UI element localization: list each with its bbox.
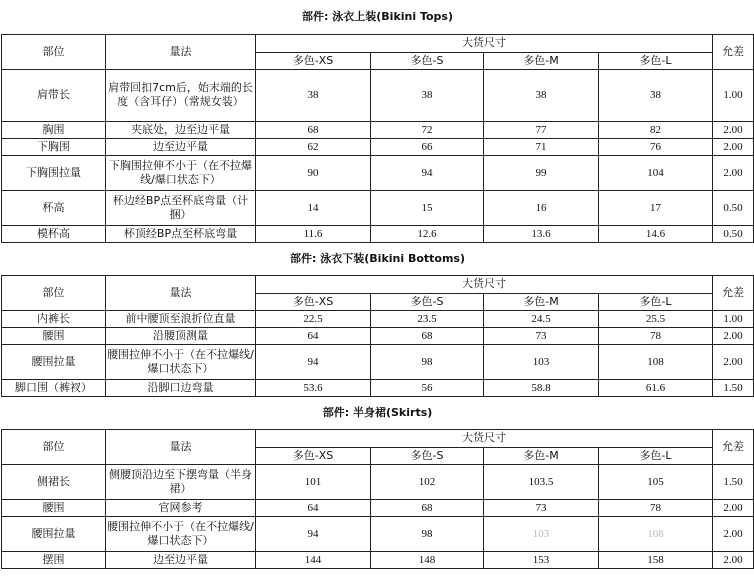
value-cell: 23.5 bbox=[371, 310, 484, 327]
part-cell: 内裤长 bbox=[2, 310, 106, 327]
part-cell: 腰围 bbox=[2, 499, 106, 516]
size-label: 多色-M bbox=[484, 52, 599, 69]
header-part: 部位 bbox=[2, 34, 106, 69]
value-cell: 68 bbox=[371, 327, 484, 344]
value-cell: 11.6 bbox=[256, 225, 371, 242]
part-cell: 肩带长 bbox=[2, 69, 106, 121]
tolerance-cell: 0.50 bbox=[713, 190, 754, 225]
header-tolerance: 允差 bbox=[713, 429, 754, 464]
value-cell: 16 bbox=[484, 190, 599, 225]
table-row bbox=[2, 155, 754, 190]
part-cell: 脚口围（裤衩） bbox=[2, 379, 106, 396]
value-cell: 12.6 bbox=[371, 225, 484, 242]
table-row bbox=[2, 516, 754, 551]
method-cell: 沿脚口边弯量 bbox=[106, 379, 256, 396]
value-cell: 108 bbox=[599, 344, 713, 379]
header-row bbox=[2, 429, 754, 447]
value-cell: 15 bbox=[371, 190, 484, 225]
header-method: 量法 bbox=[106, 34, 256, 69]
value-cell: 76 bbox=[599, 138, 713, 155]
value-cell: 64 bbox=[256, 499, 371, 516]
table-row bbox=[2, 138, 754, 155]
value-cell: 99 bbox=[484, 155, 599, 190]
value-cell: 62 bbox=[256, 138, 371, 155]
value-cell: 53.6 bbox=[256, 379, 371, 396]
section-title: 部件: 泳衣上装(Bikini Tops) bbox=[2, 0, 754, 34]
value-cell: 98 bbox=[371, 344, 484, 379]
table-row bbox=[2, 310, 754, 327]
value-cell: 38 bbox=[371, 69, 484, 121]
value-cell: 144 bbox=[256, 551, 371, 568]
method-cell: 下胸围拉伸不小于（在不拉爆线/爆口状态下） bbox=[106, 155, 256, 190]
value-cell: 68 bbox=[371, 499, 484, 516]
value-cell: 56 bbox=[371, 379, 484, 396]
header-bulk-size: 大货尺寸 bbox=[256, 429, 713, 447]
table-row bbox=[2, 551, 754, 568]
method-cell: 边至边平量 bbox=[106, 551, 256, 568]
size-label: 多色-L bbox=[599, 447, 713, 464]
header-row bbox=[2, 34, 754, 52]
header-tolerance: 允差 bbox=[713, 34, 754, 69]
table-row bbox=[2, 190, 754, 225]
tolerance-cell: 0.50 bbox=[713, 225, 754, 242]
header-part: 部位 bbox=[2, 275, 106, 310]
table-row bbox=[2, 379, 754, 396]
value-cell: 64 bbox=[256, 327, 371, 344]
part-cell: 侧裙长 bbox=[2, 464, 106, 499]
value-cell: 68 bbox=[256, 121, 371, 138]
value-cell: 101 bbox=[256, 464, 371, 499]
section-title: 部件: 半身裙(Skirts) bbox=[2, 396, 754, 429]
value-cell: 22.5 bbox=[256, 310, 371, 327]
value-cell: 14 bbox=[256, 190, 371, 225]
header-bulk-size: 大货尺寸 bbox=[256, 34, 713, 52]
value-cell: 108 bbox=[599, 516, 713, 551]
tolerance-cell: 1.00 bbox=[713, 69, 754, 121]
value-cell: 82 bbox=[599, 121, 713, 138]
method-cell: 肩带回扣7cm后，始末端的长度（含耳仔）（常规女装） bbox=[106, 69, 256, 121]
value-cell: 90 bbox=[256, 155, 371, 190]
size-label: 多色-M bbox=[484, 293, 599, 310]
tolerance-cell: 2.00 bbox=[713, 499, 754, 516]
tolerance-cell: 2.00 bbox=[713, 327, 754, 344]
value-cell: 38 bbox=[599, 69, 713, 121]
size-label: 多色-S bbox=[371, 447, 484, 464]
table-row bbox=[2, 69, 754, 121]
part-cell: 胸围 bbox=[2, 121, 106, 138]
value-cell: 25.5 bbox=[599, 310, 713, 327]
size-label: 多色-M bbox=[484, 447, 599, 464]
header-bulk-size: 大货尺寸 bbox=[256, 275, 713, 293]
section-title-row bbox=[2, 0, 754, 34]
tolerance-cell: 1.00 bbox=[713, 310, 754, 327]
value-cell: 153 bbox=[484, 551, 599, 568]
tolerance-cell: 1.50 bbox=[713, 464, 754, 499]
value-cell: 78 bbox=[599, 499, 713, 516]
header-tolerance: 允差 bbox=[713, 275, 754, 310]
value-cell: 58.8 bbox=[484, 379, 599, 396]
value-cell: 148 bbox=[371, 551, 484, 568]
tolerance-cell: 1.50 bbox=[713, 379, 754, 396]
value-cell: 14.6 bbox=[599, 225, 713, 242]
part-cell: 模杯高 bbox=[2, 225, 106, 242]
size-label: 多色-S bbox=[371, 293, 484, 310]
value-cell: 17 bbox=[599, 190, 713, 225]
value-cell: 105 bbox=[599, 464, 713, 499]
value-cell: 61.6 bbox=[599, 379, 713, 396]
size-label: 多色-L bbox=[599, 293, 713, 310]
method-cell: 腰围拉伸不小于（在不拉爆线/爆口状态下） bbox=[106, 344, 256, 379]
method-cell: 边至边平量 bbox=[106, 138, 256, 155]
method-cell: 前中腰顶至浪折位直量 bbox=[106, 310, 256, 327]
table-row bbox=[2, 121, 754, 138]
value-cell: 71 bbox=[484, 138, 599, 155]
value-cell: 102 bbox=[371, 464, 484, 499]
size-label: 多色-XS bbox=[256, 52, 371, 69]
header-row bbox=[2, 275, 754, 293]
part-cell: 腰围拉量 bbox=[2, 344, 106, 379]
header-method: 量法 bbox=[106, 429, 256, 464]
part-cell: 下胸围拉量 bbox=[2, 155, 106, 190]
value-cell: 104 bbox=[599, 155, 713, 190]
section-title-row bbox=[2, 242, 754, 275]
method-cell: 腰围拉伸不小于（在不拉爆线/爆口状态下） bbox=[106, 516, 256, 551]
value-cell: 73 bbox=[484, 499, 599, 516]
value-cell: 94 bbox=[256, 344, 371, 379]
part-cell: 腰围拉量 bbox=[2, 516, 106, 551]
value-cell: 103 bbox=[484, 344, 599, 379]
table-row bbox=[2, 327, 754, 344]
value-cell: 66 bbox=[371, 138, 484, 155]
section-title-row bbox=[2, 396, 754, 429]
table-row bbox=[2, 225, 754, 242]
table-row bbox=[2, 464, 754, 499]
value-cell: 158 bbox=[599, 551, 713, 568]
part-cell: 下胸围 bbox=[2, 138, 106, 155]
table-row bbox=[2, 499, 754, 516]
tolerance-cell: 2.00 bbox=[713, 344, 754, 379]
size-chart-table bbox=[1, 0, 754, 569]
part-cell: 杯高 bbox=[2, 190, 106, 225]
section-title: 部件: 泳衣下装(Bikini Bottoms) bbox=[2, 242, 754, 275]
size-label: 多色-XS bbox=[256, 293, 371, 310]
table-row bbox=[2, 344, 754, 379]
value-cell: 94 bbox=[256, 516, 371, 551]
header-part: 部位 bbox=[2, 429, 106, 464]
value-cell: 13.6 bbox=[484, 225, 599, 242]
value-cell: 24.5 bbox=[484, 310, 599, 327]
part-cell: 摆围 bbox=[2, 551, 106, 568]
method-cell: 夹底处，边至边平量 bbox=[106, 121, 256, 138]
tolerance-cell: 2.00 bbox=[713, 138, 754, 155]
value-cell: 103 bbox=[484, 516, 599, 551]
tolerance-cell: 2.00 bbox=[713, 551, 754, 568]
value-cell: 78 bbox=[599, 327, 713, 344]
value-cell: 38 bbox=[256, 69, 371, 121]
size-label: 多色-L bbox=[599, 52, 713, 69]
tolerance-cell: 2.00 bbox=[713, 516, 754, 551]
tolerance-cell: 2.00 bbox=[713, 155, 754, 190]
value-cell: 77 bbox=[484, 121, 599, 138]
method-cell: 杯边经BP点至杯底弯量（计捆） bbox=[106, 190, 256, 225]
header-method: 量法 bbox=[106, 275, 256, 310]
size-label: 多色-XS bbox=[256, 447, 371, 464]
part-cell: 腰围 bbox=[2, 327, 106, 344]
value-cell: 94 bbox=[371, 155, 484, 190]
method-cell: 杯顶经BP点至杯底弯量 bbox=[106, 225, 256, 242]
tolerance-cell: 2.00 bbox=[713, 121, 754, 138]
value-cell: 103.5 bbox=[484, 464, 599, 499]
method-cell: 侧腰顶沿边至下摆弯量（半身裙） bbox=[106, 464, 256, 499]
method-cell: 官网参考 bbox=[106, 499, 256, 516]
value-cell: 72 bbox=[371, 121, 484, 138]
size-label: 多色-S bbox=[371, 52, 484, 69]
value-cell: 73 bbox=[484, 327, 599, 344]
value-cell: 38 bbox=[484, 69, 599, 121]
method-cell: 沿腰顶测量 bbox=[106, 327, 256, 344]
value-cell: 98 bbox=[371, 516, 484, 551]
